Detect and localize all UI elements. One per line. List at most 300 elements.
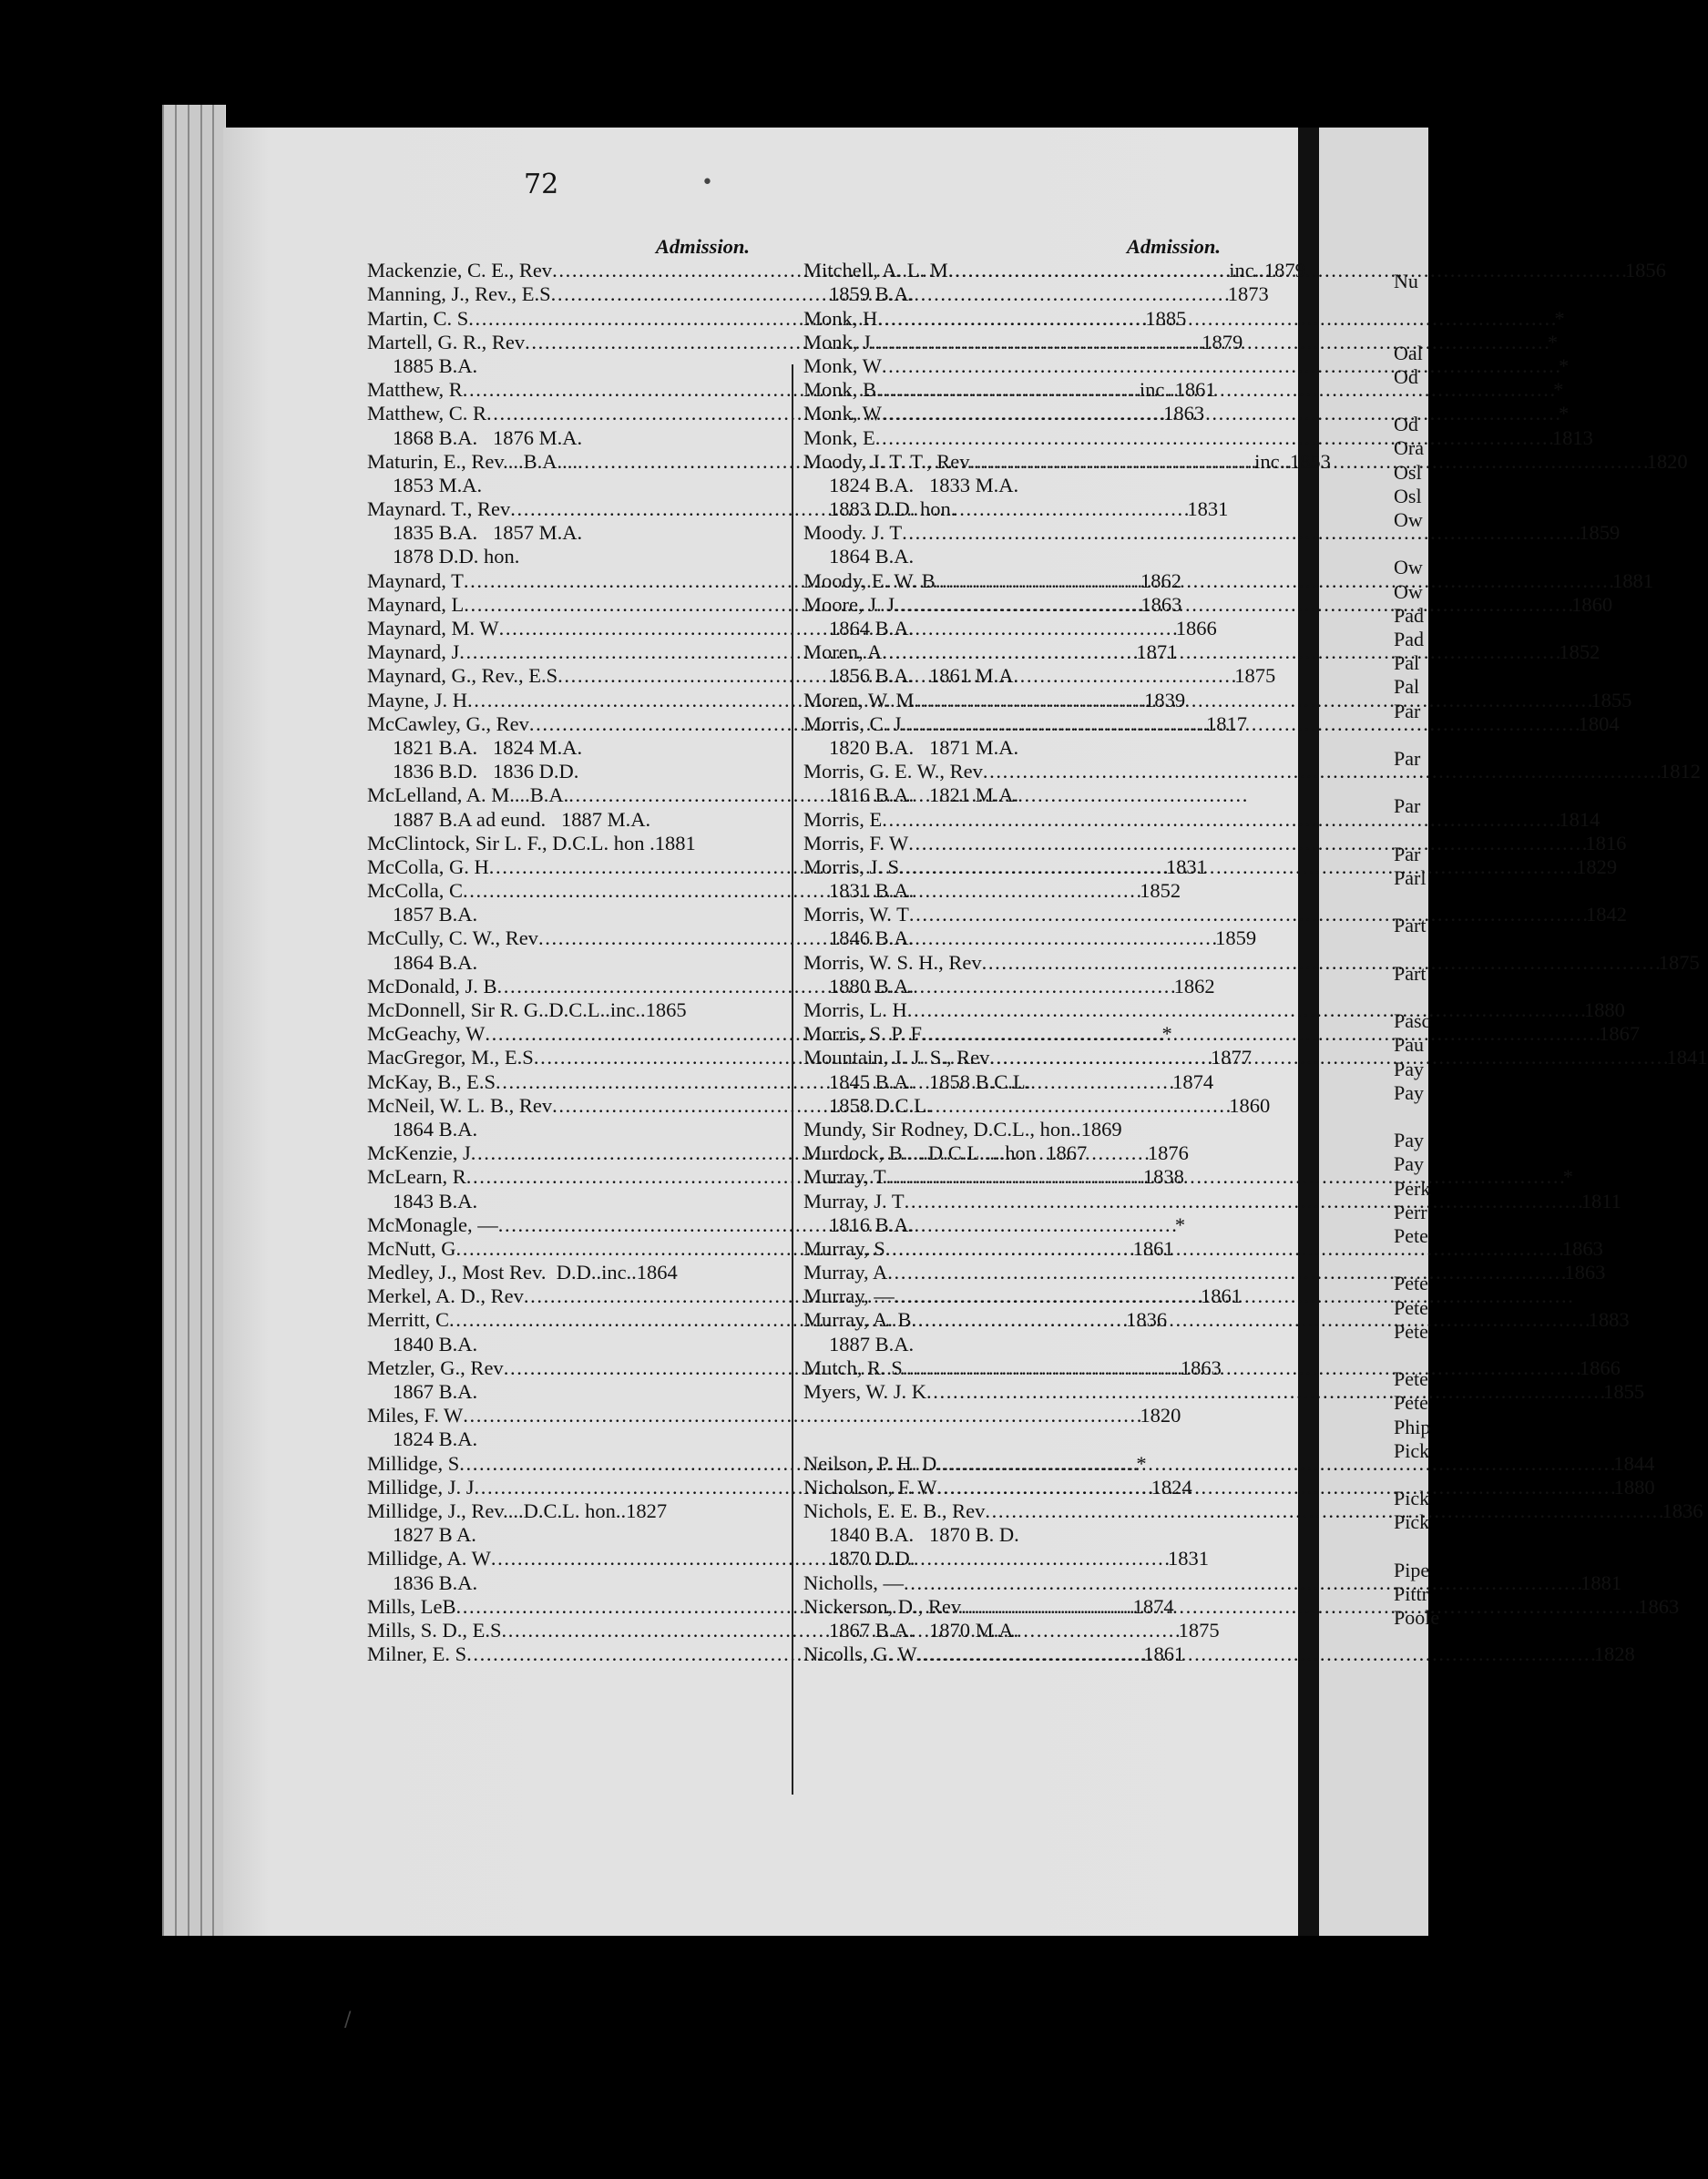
column-header: Admission.	[1126, 235, 1221, 258]
entry-name: Maynard, L	[367, 592, 465, 616]
facing-page-fragment: Pick	[1394, 1487, 1430, 1510]
degree-text: 1816 B.A. 1821 M.A.	[829, 783, 1019, 807]
degree-text: 1867 B.A.	[393, 1380, 478, 1403]
entry-name: Murray, S	[803, 1236, 885, 1260]
admission-year: 1844	[1613, 1451, 1655, 1475]
facing-page-fragment: Pete	[1394, 1367, 1428, 1391]
admission-year: 1842	[1585, 903, 1627, 926]
entry-name: Mutch, R. S	[803, 1355, 903, 1379]
leader-dots	[907, 998, 1584, 1022]
admission-year: 1863	[1564, 1261, 1606, 1284]
degree-text: 1846 B.A.	[829, 926, 915, 950]
entry-name: McNutt, G	[367, 1236, 456, 1260]
entry-row	[803, 521, 1621, 545]
admission-year: 1863	[1180, 1355, 1222, 1379]
leader-dots	[909, 903, 1586, 926]
entry-name: Mackenzie, C. E., Rev	[367, 259, 553, 282]
degree-text: 1864 B.A.	[393, 1117, 478, 1141]
leader-dots	[902, 521, 1579, 545]
entry-name: Mountain, J. J. S., Rev	[803, 1046, 990, 1069]
entry-row	[803, 1141, 1221, 1165]
leader-dots	[886, 1165, 1563, 1189]
leader-dots	[983, 760, 1660, 783]
admission-year: 1841	[1666, 1046, 1708, 1069]
admission-year: 1881	[1611, 568, 1653, 592]
entry-name: Monk, J	[803, 330, 871, 353]
entry-name: Nicholls, —	[803, 1570, 904, 1594]
degree-line	[803, 1070, 1221, 1094]
facing-page-fragment: Pasc	[1394, 1009, 1431, 1033]
degree-text: 1821 B.A. 1824 M.A.	[393, 735, 583, 759]
degree-line	[803, 497, 1221, 521]
facing-page-fragment: Pick	[1394, 1438, 1430, 1462]
degree-line	[367, 1333, 750, 1356]
entry-name: Murray, J. T	[803, 1189, 905, 1212]
degree-line	[367, 760, 750, 783]
facing-page-fragment: Par	[1394, 699, 1421, 722]
entry-name: Maynard, J	[367, 640, 460, 664]
admission-year: 1859	[1579, 521, 1621, 545]
entry-row	[803, 378, 1564, 402]
entry-name: Monk, B	[803, 378, 877, 402]
degree-line	[803, 1213, 1221, 1237]
degree-text: 1824 B.A.	[393, 1427, 478, 1451]
degree-line	[803, 879, 1221, 903]
entry-name: Millidge, A. W	[367, 1547, 491, 1570]
entry-name: MacGregor, M., E.S	[367, 1046, 534, 1069]
facing-page-fragment: Pay	[1394, 1057, 1424, 1080]
facing-page-fragment: Perk	[1394, 1176, 1431, 1200]
entry-name: Moren, W. M	[803, 688, 915, 711]
leader-dots	[989, 1046, 1666, 1069]
leader-dots	[877, 307, 1554, 331]
facing-page-fragment: Par	[1394, 747, 1421, 770]
entry-row	[367, 1499, 750, 1523]
degree-text: 1824 B.A. 1833 M.A.	[829, 473, 1019, 496]
entry-name: Morris, F. W	[803, 831, 909, 854]
degree-line	[367, 808, 750, 832]
admission-year: 1874	[1132, 1594, 1174, 1618]
degree-text: 1853 M.A.	[393, 473, 483, 496]
leader-dots	[895, 593, 1571, 617]
entry-row	[803, 1451, 1655, 1476]
entry-name: McCawley, G., Rev	[367, 711, 529, 735]
facing-page-fragment: Ow	[1394, 508, 1423, 531]
admission-year: 1860	[1229, 1093, 1271, 1117]
entry-row	[803, 306, 1565, 331]
admission-year: *	[1161, 1022, 1172, 1046]
leader-dots	[899, 855, 1576, 879]
speck-mark: •	[701, 171, 713, 194]
admission-year: 1883	[1588, 1308, 1630, 1332]
entry-name: Mitchell, A. L. M	[803, 259, 948, 282]
admission-year: *	[1562, 1165, 1573, 1189]
facing-page-fragment: Pau	[1394, 1033, 1424, 1057]
admission-year: 1875	[1658, 950, 1700, 974]
admission-year: 1877	[1210, 1046, 1252, 1069]
degree-line	[803, 975, 1221, 998]
facing-page-fragment: Ow	[1394, 556, 1423, 579]
admission-year: 1831	[1165, 854, 1207, 878]
degree-line	[803, 617, 1221, 640]
entry-text: McClintock, Sir L. F., D.C.L. hon .1881	[367, 831, 696, 854]
entry-name: Millidge, J. J	[367, 1475, 475, 1499]
admission-year: 1855	[1590, 688, 1632, 711]
admission-year: *	[1547, 330, 1559, 353]
facing-page-fragment: Pad	[1394, 603, 1424, 627]
admission-year: 1861	[1143, 1642, 1185, 1666]
admission-year: 1814	[1559, 807, 1601, 831]
entry-name: Morris, S. P. F	[803, 1022, 923, 1046]
admission-year: 1836	[1126, 1308, 1168, 1332]
entry-name: McLelland, A. M....B.A.	[367, 783, 569, 807]
admission-year: 1885	[1145, 306, 1187, 330]
degree-text: 1836 B.D. 1836 D.D.	[393, 760, 579, 783]
entry-name: Milner, E. S	[367, 1642, 467, 1666]
facing-page-fragment: Nu	[1394, 270, 1418, 292]
entry-name: Morris, C. J	[803, 711, 902, 735]
entry-name: Morris, G. E. W., Rev	[803, 760, 983, 783]
facing-page-fragment: Od	[1394, 413, 1418, 436]
admission-year: 1836	[1662, 1499, 1703, 1522]
page-edge	[162, 105, 176, 1936]
entry-name: Nickerson, D., Rev	[803, 1594, 962, 1618]
entry-name: Miles, F. W	[367, 1404, 464, 1427]
entry-name: McMonagle, —	[367, 1212, 498, 1236]
entry-name: Moore, J. J	[803, 592, 895, 616]
degree-text: 1878 D.D. hon.	[393, 545, 520, 568]
facing-page-fragment: Ow	[1394, 579, 1423, 603]
admission-year: 1861	[1132, 1236, 1174, 1260]
entry-name: Monk, W	[803, 353, 882, 377]
entry-name: Murray, T	[803, 1165, 886, 1189]
leader-dots	[902, 712, 1579, 736]
admission-year: 1852	[1559, 640, 1601, 664]
entry-row	[803, 1642, 1635, 1666]
admission-year: 1816	[1585, 831, 1627, 854]
entry-name: Morris, J. S	[803, 854, 900, 878]
admission-year: 1867	[1599, 1022, 1641, 1046]
admission-year: 1876	[1147, 1141, 1189, 1165]
facing-page-fragment: Pete	[1394, 1319, 1428, 1343]
entry-row	[803, 1284, 1221, 1308]
entry-name: Murray, A	[803, 1261, 888, 1284]
degree-text: 1827 B A.	[393, 1523, 476, 1547]
entry-name: Monk, E	[803, 425, 875, 449]
degree-line	[367, 426, 750, 450]
degree-text: 1887 B.A.	[829, 1332, 915, 1355]
admission-year: inc..1879	[1229, 259, 1305, 282]
facing-page-fragment: Pete	[1394, 1224, 1428, 1247]
degree-line	[803, 1619, 1221, 1642]
admission-year: 1873	[1227, 282, 1269, 306]
degree-line	[803, 282, 1221, 306]
degree-text: 1864 B.A.	[829, 545, 915, 568]
entry-text: Murdock, B.....D.C.L.....hon 1867	[803, 1141, 1088, 1165]
admission-year: 1824	[1151, 1475, 1192, 1499]
degree-text: 1845 B.A. 1858 B.C.L.	[829, 1069, 1031, 1093]
facing-page-fragment: Poole	[1394, 1606, 1440, 1630]
admission-year: 1880	[1583, 998, 1625, 1021]
facing-page-fragment: Osl	[1394, 460, 1422, 484]
degree-line	[367, 951, 750, 975]
leader-dots	[948, 259, 1625, 282]
entry-name: Morris, L. H	[803, 998, 907, 1021]
facing-page-fragment: Osl	[1394, 484, 1422, 507]
entry-name: McKenzie, J	[367, 1141, 471, 1165]
entry-name: Maynard, M. W	[367, 617, 499, 639]
admission-year: 1881	[1580, 1570, 1622, 1594]
entry-name: Nicolls, G. W	[803, 1642, 917, 1666]
blank-row	[803, 1427, 1221, 1451]
degree-line	[803, 1094, 1221, 1118]
degree-line	[367, 1427, 750, 1451]
admission-year: 1863	[1561, 1236, 1603, 1260]
admission-year: 1863	[1140, 592, 1182, 616]
degree-line	[367, 1571, 750, 1595]
admission-year: 1829	[1576, 854, 1618, 878]
entry-name: Neilson, P. H. D	[803, 1451, 937, 1475]
facing-page-fragment: Pay	[1394, 1129, 1424, 1152]
facing-page-fragment: Pad	[1394, 628, 1424, 650]
admission-year: *	[1558, 353, 1570, 377]
leader-dots	[871, 331, 1548, 354]
leader-dots	[937, 1476, 1614, 1499]
facing-page-fragment: Ora	[1394, 436, 1424, 460]
admission-year: 1831	[1167, 1547, 1209, 1570]
admission-year: 1879	[1202, 330, 1243, 353]
entry-text: Millidge, J., Rev....D.C.L. hon..1827	[367, 1499, 668, 1522]
entry-name: Morris, E	[803, 807, 883, 831]
entry-name: McDonald, J. B	[367, 974, 497, 997]
degree-text: 1857 B.A.	[393, 903, 478, 926]
facing-page-fragment: Part	[1394, 961, 1427, 985]
entry-row	[367, 1261, 750, 1284]
leader-dots	[912, 1308, 1589, 1332]
admission-year: *	[1174, 1212, 1186, 1236]
entry-text: Mundy, Sir Rodney, D.C.L., hon..1869	[803, 1117, 1122, 1141]
degree-line	[367, 1190, 750, 1213]
leader-dots	[922, 1022, 1599, 1046]
admission-year: inc..1861	[1139, 378, 1216, 402]
degree-text: 1831 B.A.	[829, 879, 915, 903]
entry-name: Murray, —	[803, 1284, 895, 1308]
entry-name: Merritt, C	[367, 1308, 449, 1332]
admission-year: *	[1558, 402, 1570, 425]
leader-dots	[961, 1595, 1638, 1619]
admission-year: 1859	[1215, 926, 1257, 950]
entry-name: Mills, S. D., E.S	[367, 1618, 502, 1642]
degree-line	[367, 1118, 750, 1141]
leader-dots	[885, 1237, 1562, 1261]
admission-year: 1820	[1646, 449, 1688, 473]
page-edge	[188, 105, 201, 1936]
degree-text: 1859 B.A.	[829, 282, 915, 306]
leader-dots	[905, 1190, 1581, 1213]
degree-text: 1816 B.A.	[829, 1212, 915, 1236]
entry-name: Martell, G. R., Rev	[367, 330, 526, 353]
entry-name: Matthew, R	[367, 378, 463, 402]
leader-dots	[895, 1284, 1571, 1308]
column-divider	[792, 364, 793, 1795]
entry-name: McColla, G. H	[367, 854, 489, 878]
facing-page-fragment: Pay	[1394, 1152, 1424, 1176]
degree-line	[367, 736, 750, 760]
admission-year: 1856	[1624, 259, 1666, 282]
blank-row	[803, 1404, 1221, 1427]
admission-year: 1880	[1613, 1475, 1655, 1499]
entry-name: Matthew, C. R	[367, 402, 487, 425]
leader-dots	[985, 1499, 1662, 1523]
facing-page-fragment: Phip	[1394, 1415, 1431, 1438]
entry-row	[803, 760, 1701, 783]
leader-dots	[882, 640, 1559, 664]
entry-name: Maturin, E., Rev....B.A....	[367, 449, 578, 473]
admission-year: 1860	[1571, 592, 1613, 616]
entry-name: Maynard, G., Rev., E.S	[367, 664, 558, 688]
degree-text: 1867 B.A. 1870 M.A.	[829, 1618, 1019, 1642]
admission-year: *	[1554, 306, 1565, 330]
entry-name: Morris, W. T	[803, 903, 909, 926]
degree-line	[367, 1380, 750, 1404]
admission-year: 1862	[1140, 568, 1181, 592]
admission-year: 1812	[1660, 760, 1701, 783]
entry-row	[367, 1404, 1181, 1427]
facing-page-fragment: Pick	[1394, 1510, 1430, 1534]
leader-dots	[917, 1642, 1594, 1666]
page-edge	[175, 105, 189, 1936]
entry-name: Moody, J. T. T., Rev	[803, 449, 970, 473]
facing-page-fragment: Od	[1394, 364, 1418, 388]
entry-name: Martin, C. S	[367, 306, 469, 330]
leader-dots	[982, 951, 1659, 975]
entry-name: Nichols, E. E. B., Rev	[803, 1499, 986, 1522]
entry-name: Murray, A. B	[803, 1308, 912, 1332]
entry-name: Merkel, A. D., Rev	[367, 1284, 524, 1308]
admission-year: 1811	[1580, 1189, 1621, 1212]
entry-row	[367, 783, 750, 807]
degree-text: 1868 B.A. 1876 M.A.	[393, 425, 583, 449]
admission-year: 1804	[1578, 711, 1620, 735]
facing-page-fragment: Pay	[1394, 1080, 1424, 1104]
degree-line	[803, 736, 1221, 760]
leader-dots	[903, 1356, 1580, 1380]
entry-name: Monk, W	[803, 402, 882, 425]
entry-name: McColla, C	[367, 879, 463, 903]
degree-line	[367, 354, 750, 378]
facing-page-fragment: Pal	[1394, 651, 1420, 675]
entry-name: McCully, C. W., Rev	[367, 926, 538, 950]
page-number: 72	[524, 169, 559, 200]
leader-dots	[904, 1571, 1580, 1595]
admission-year: 1838	[1142, 1165, 1184, 1189]
degree-line	[803, 545, 1221, 568]
column-header: Admission.	[655, 235, 750, 258]
entry-name: McKay, B., E.S	[367, 1069, 496, 1093]
admission-year: 1861	[1200, 1284, 1242, 1308]
degree-line	[367, 474, 750, 497]
degree-text: 1840 B.A. 1870 B. D.	[829, 1523, 1019, 1547]
entry-name: Monk, H	[803, 306, 878, 330]
admission-year: 1874	[1172, 1069, 1214, 1093]
degree-line	[367, 903, 750, 926]
degree-text: 1864 B.A.	[829, 617, 915, 639]
facing-page-fragment: Pittr	[1394, 1582, 1428, 1605]
entry-name: McNeil, W. L. B., Rev	[367, 1093, 553, 1117]
entry-name: Metzler, G., Rev	[367, 1355, 504, 1379]
entry-text: Medley, J., Most Rev. D.D..inc..1864	[367, 1261, 678, 1284]
admission-year: 1866	[1579, 1355, 1621, 1379]
entry-name: Mills, LeB	[367, 1594, 456, 1618]
entry-name: Moody, E. W. B	[803, 568, 936, 592]
leader-dots	[970, 450, 1647, 474]
degree-text: 1820 B.A. 1871 M.A.	[829, 735, 1019, 759]
leader-dots	[908, 832, 1585, 855]
entry-name: Millidge, S	[367, 1451, 460, 1475]
leader-dots	[936, 569, 1612, 593]
admission-year: *	[1136, 1451, 1147, 1475]
admission-year: inc..1853	[1254, 449, 1331, 473]
admission-year: 1862	[1173, 974, 1215, 997]
degree-text: 1858 D.C.L.	[829, 1093, 932, 1117]
entry-text: McDonnell, Sir R. G..D.C.L..inc..1865	[367, 998, 687, 1021]
degree-line	[803, 1333, 1221, 1356]
facing-page-fragment: Par	[1394, 842, 1421, 865]
admission-year: 1817	[1206, 711, 1248, 735]
degree-text: 1840 B.A.	[393, 1332, 478, 1355]
entry-row	[803, 1118, 1221, 1141]
leader-dots	[936, 1452, 1613, 1476]
degree-text: 1870 D.D.	[829, 1547, 915, 1570]
degree-line	[803, 1523, 1221, 1547]
degree-text: 1880 B.A.	[829, 974, 915, 997]
leader-dots	[882, 808, 1559, 832]
entry-name: Maynard, T	[367, 568, 464, 592]
entry-row	[803, 807, 1601, 832]
admission-year: *	[1553, 378, 1564, 402]
degree-text: 1885 B.A.	[393, 353, 478, 377]
admission-year: 1863	[1638, 1594, 1680, 1618]
admission-year: 1820	[1140, 1404, 1181, 1427]
degree-text: 1864 B.A.	[393, 950, 478, 974]
admission-year: 1875	[1178, 1618, 1220, 1642]
degree-text: 1856 B.A. 1861 M.A.	[829, 664, 1019, 688]
degree-line	[367, 521, 750, 545]
leader-dots	[876, 378, 1553, 402]
admission-year: 1839	[1144, 688, 1186, 711]
degree-text: 1887 B.A ad eund. 1887 M.A.	[393, 807, 651, 831]
degree-line	[367, 1523, 750, 1547]
facing-page-fragment: Part	[1394, 914, 1427, 937]
entry-name: Nicholson, F. W	[803, 1475, 937, 1499]
entry-name: Myers, W. J. K	[803, 1380, 927, 1403]
entry-row	[367, 998, 750, 1022]
entry-name: McLearn, R	[367, 1165, 466, 1189]
facing-page-fragment: Parl	[1394, 866, 1427, 889]
facing-page-fragment: Perr	[1394, 1200, 1427, 1223]
degree-text: 1836 B.A.	[393, 1570, 478, 1594]
entry-row	[367, 832, 750, 855]
leader-dots	[882, 354, 1559, 378]
entry-name: McGeachy, W	[367, 1022, 486, 1046]
degree-line	[803, 926, 1221, 950]
admission-year: 1863	[1163, 402, 1205, 425]
leader-dots	[875, 426, 1552, 450]
degree-line	[803, 664, 1221, 688]
degree-text: 1883 D.D. hon.	[829, 497, 956, 521]
facing-page-fragment: Pete	[1394, 1272, 1428, 1295]
leader-dots	[914, 689, 1590, 712]
